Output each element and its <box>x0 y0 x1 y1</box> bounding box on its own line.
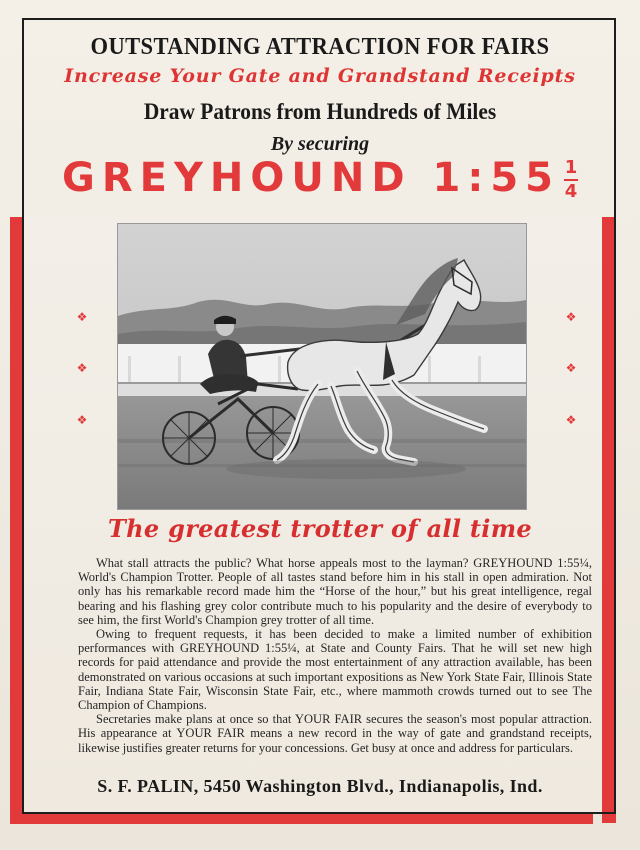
ornament-icon: ❖ <box>76 310 88 324</box>
secondary-headline: Draw Patrons from Hundreds of Miles <box>143 99 497 124</box>
horse-name-headline <box>42 155 598 201</box>
photo-illustration <box>118 224 526 509</box>
main-headline: OUTSTANDING ATTRACTION FOR FAIRS <box>90 34 550 60</box>
fraction <box>564 155 578 201</box>
body-paragraph-3: Secretaries make plans at once so that YOUR FAIR secures the season's most popular attraction. His appearance at YOUR FAIR means a new record in the way of gate and grandstand receipts, likewise justifies greater returns for your concessions. Get busy at once and address for particulars. <box>78 712 592 755</box>
ornament-icon: ❖ <box>76 413 88 427</box>
ornament-icon: ❖ <box>565 310 577 324</box>
horse-photograph <box>118 224 526 509</box>
fraction-numerator: 1 <box>564 157 578 178</box>
tagline: The greatest trotter of all time <box>108 514 532 543</box>
body-copy <box>78 556 592 755</box>
intro-line: By securing <box>270 133 370 155</box>
horse-name-text: GREYHOUND 1:55 <box>62 155 560 201</box>
contact-footer: S. F. PALIN, 5450 Washington Blvd., Indianapolis, Ind. <box>97 776 543 796</box>
ornament-icon: ❖ <box>565 413 577 427</box>
ornament-icon: ❖ <box>565 361 577 375</box>
body-paragraph-1: What stall attracts the public? What horse appeals most to the layman? GREYHOUND 1:55¼, World's Champion Trotter. People of all tastes stand before him in his stall in open admiration. Not only has his remarkable record made him the “Horse of the hour,” but his great intelligence, regal bearing and his flashing grey color contribute much to his popularity and the desire of everybody to see him, the first World's Champion grey trotter of all time. <box>78 556 592 627</box>
fraction-denominator: 4 <box>564 181 578 202</box>
ornament-icon: ❖ <box>76 361 88 375</box>
body-paragraph-2: Owing to frequent requests, it has been decided to make a limited number of exhibition performances with GREYHOUND 1:55¼, at State and County Fairs. That he will set new high records for paid attendance and provide the most entertainment of any attraction available, has been demonstrated on various occasions at such important expositions as New York State Fair, Illinois State Fair, Indiana State Fair, Wisconsin State Fair, etc., where mammoth crowds turned out to see The Champion of Champions. <box>78 627 592 713</box>
subheadline: Increase Your Gate and Grandstand Receipts <box>64 65 576 87</box>
